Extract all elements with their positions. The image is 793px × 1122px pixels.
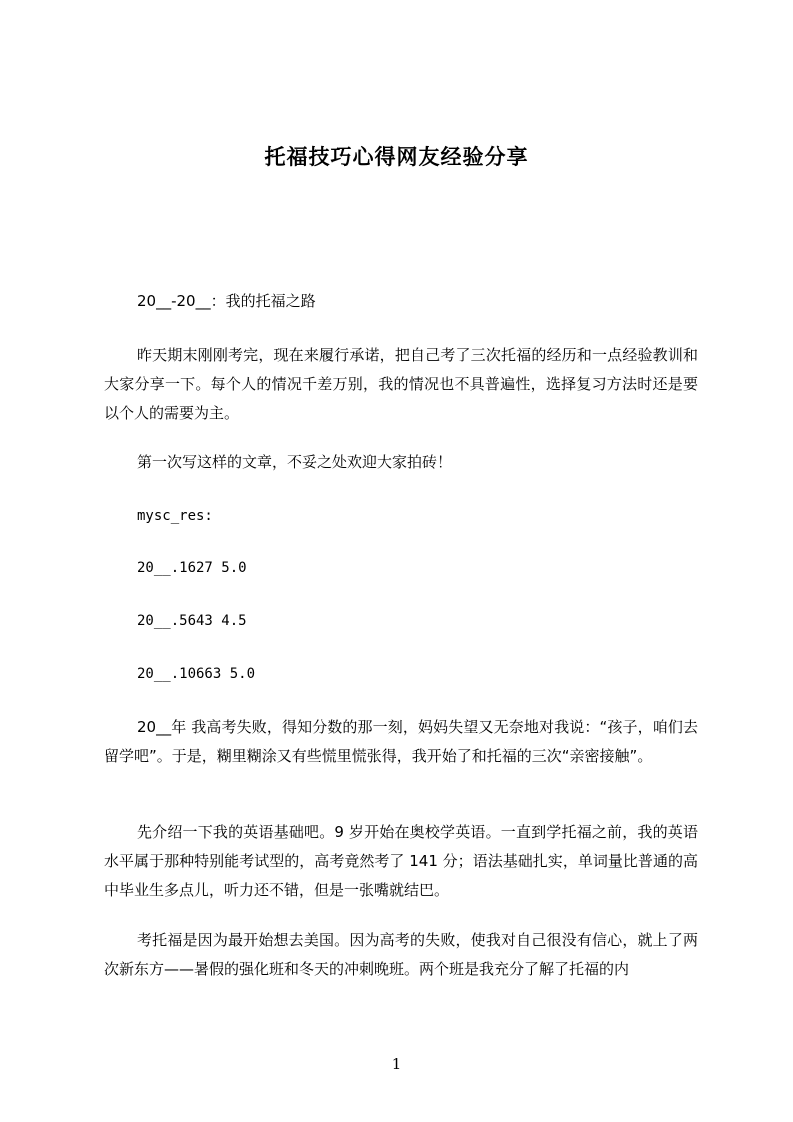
score-line-1: 20__.1627 5.0 (137, 560, 247, 576)
score-line-2: 20__.5643 4.5 (137, 613, 247, 629)
page-number: 1 (391, 1055, 402, 1073)
paragraph-gaokao: 20__年 我高考失败，得知分数的那一刻，妈妈失望又无奈地对我说：“孩子，咱们去留学吧”。于是，糊里糊涂又有些慌里慌张得，我开始了和托福的三次“亲密接触”。 (104, 718, 698, 765)
paragraph-english-background: 先介绍一下我的英语基础吧。9 岁开始在奥校学英语。一直到学托福之前，我的英语水平属于那种特别能考试型的，高考竟然考了 141 分；语法基础扎实，单词量比普通的高中毕业生多点儿，听力还不错，但是一张嘴就结巴。 (104, 823, 698, 899)
score-label: mysc_res: (137, 508, 213, 524)
paragraph-intro: 昨天期末刚刚考完，现在来履行承诺，把自己考了三次托福的经历和一点经验教训和大家分享一下。每个人的情况千差万别，我的情况也不具普遍性，选择复习方法时还是要以个人的需要为主。 (104, 346, 698, 422)
paragraph-toefl-reason: 考托福是因为最开始想去美国。因为高考的失败，使我对自己很没有信心，就上了两次新东方——暑假的强化班和冬天的冲刺晚班。两个班是我充分了解了托福的内 (104, 931, 698, 978)
paragraph-note: 第一次写这样的文章，不妥之处欢迎大家拍砖！ (137, 453, 453, 471)
score-line-3: 20__.10663 5.0 (137, 666, 256, 682)
document-title: 托福技巧心得网友经验分享 (264, 145, 529, 169)
section-heading: 20__-20__：我的托福之路 (137, 292, 316, 310)
